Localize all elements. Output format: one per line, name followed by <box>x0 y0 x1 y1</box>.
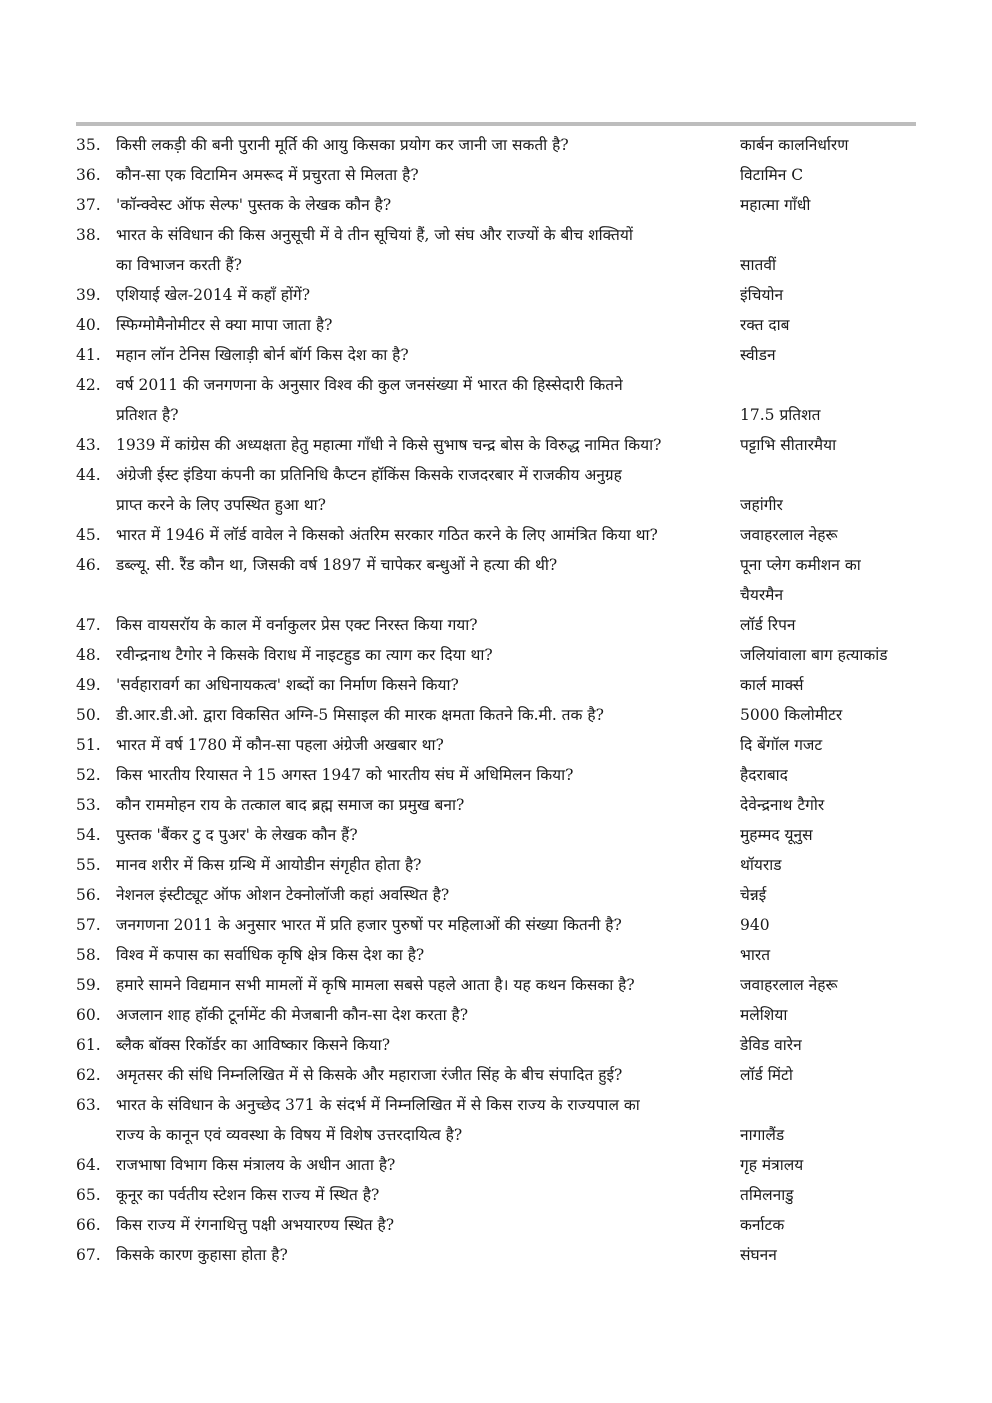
qa-row <box>76 160 916 190</box>
question-answer-list <box>76 130 916 1270</box>
answer-text <box>740 400 916 430</box>
question-number: 57. <box>76 916 101 934</box>
question-line: किस राज्य में रंगनाथित्तु पक्षी अभयारण्य स्थित है? <box>116 1216 395 1234</box>
answer-line: नागालैंड <box>740 1126 785 1144</box>
question-number: 64. <box>76 1156 101 1174</box>
qa-row <box>76 640 916 670</box>
question-line: 1939 में कांग्रेस की अध्यक्षता हेतु महात्मा गाँधी ने किसे सुभाष चन्द्र बोस के विरुद्ध नामित किया? <box>116 436 662 454</box>
question-number: 46. <box>76 556 101 574</box>
answer-line: गृह मंत्रालय <box>740 1156 804 1174</box>
answer-text <box>740 880 916 910</box>
qa-row <box>76 220 916 280</box>
question-number: 45. <box>76 526 101 544</box>
question-number: 44. <box>76 466 101 484</box>
qa-row <box>76 610 916 640</box>
question-line: हमारे सामने विद्यमान सभी मामलों में कृषि मामला सबसे पहले आता है। यह कथन किसका है? <box>116 976 635 994</box>
question-number: 65. <box>76 1186 101 1204</box>
qa-row <box>76 1150 916 1180</box>
question-text <box>116 610 740 640</box>
question-line: अंग्रेजी ईस्ट इंडिया कंपनी का प्रतिनिधि कैप्टन हॉकिंस किसके राजदरबार में राजकीय अनुग्रह <box>116 466 622 484</box>
question-number: 56. <box>76 886 101 904</box>
question-number: 55. <box>76 856 101 874</box>
answer-line: दि बेंगॉल गजट <box>740 736 823 754</box>
question-number: 42. <box>76 376 101 394</box>
question-number: 67. <box>76 1246 101 1264</box>
question-number: 54. <box>76 826 101 844</box>
answer-text <box>740 250 916 280</box>
answer-text <box>740 310 916 340</box>
question-number: 52. <box>76 766 101 784</box>
qa-row <box>76 700 916 730</box>
question-text <box>116 190 740 220</box>
question-number: 59. <box>76 976 101 994</box>
answer-line: जलियांवाला बाग हत्याकांड <box>740 646 888 664</box>
qa-row <box>76 880 916 910</box>
answer-text <box>740 850 916 880</box>
answer-text <box>740 730 916 760</box>
question-line: किसी लकड़ी की बनी पुरानी मूर्ति की आयु किसका प्रयोग कर जानी जा सकती है? <box>116 136 569 154</box>
answer-text <box>740 610 916 640</box>
answer-line: लॉर्ड मिंटो <box>740 1066 793 1084</box>
question-number: 36. <box>76 166 101 184</box>
qa-row <box>76 460 916 520</box>
question-number: 47. <box>76 616 101 634</box>
question-line: 'कॉन्क्वेस्ट ऑफ सेल्फ' पुस्तक के लेखक कौन है? <box>116 196 392 214</box>
question-text <box>116 1000 740 1030</box>
question-text <box>116 370 740 430</box>
answer-line: लॉर्ड रिपन <box>740 616 796 634</box>
question-text <box>116 700 740 730</box>
question-text <box>116 760 740 790</box>
qa-row <box>76 1030 916 1060</box>
qa-row <box>76 730 916 760</box>
answer-text <box>740 1240 916 1270</box>
qa-row <box>76 1180 916 1210</box>
question-number: 61. <box>76 1036 101 1054</box>
question-line: कौन राममोहन राय के तत्काल बाद ब्रह्म समाज का प्रमुख बना? <box>116 796 465 814</box>
qa-row <box>76 190 916 220</box>
answer-text <box>740 280 916 310</box>
question-text <box>116 1180 740 1210</box>
question-text <box>116 1150 740 1180</box>
question-text <box>116 1090 740 1150</box>
question-text <box>116 280 740 310</box>
question-line: ब्लैक बॉक्स रिकॉर्डर का आविष्कार किसने किया? <box>116 1036 391 1054</box>
question-line: डब्ल्यू. सी. रैंड कौन था, जिसकी वर्ष 1897 में चापेकर बन्धुओं ने हत्या की थी? <box>116 556 558 574</box>
answer-text <box>740 1120 916 1150</box>
qa-row <box>76 850 916 880</box>
question-line: किस भारतीय रियासत ने 15 अगस्त 1947 को भारतीय संघ में अधिमिलन किया? <box>116 766 574 784</box>
question-number: 58. <box>76 946 101 964</box>
qa-row <box>76 1060 916 1090</box>
question-line: कूनूर का पर्वतीय स्टेशन किस राज्य में स्थित है? <box>116 1186 380 1204</box>
question-text <box>116 880 740 910</box>
answer-line: डेविड वारेन <box>740 1036 802 1054</box>
question-line: प्रतिशत है? <box>116 406 179 424</box>
question-number: 49. <box>76 676 101 694</box>
question-line: भारत के संविधान की किस अनुसूची में वे तीन सूचियां हैं, जो संघ और राज्यों के बीच शक्तियों <box>116 226 633 244</box>
answer-line: थॉयराड <box>740 856 782 874</box>
question-text <box>116 640 740 670</box>
question-line: एशियाई खेल-2014 में कहाँ होंगें? <box>116 286 311 304</box>
answer-text <box>740 670 916 700</box>
question-number: 43. <box>76 436 101 454</box>
top-rule <box>76 122 916 126</box>
answer-line: जवाहरलाल नेहरू <box>740 976 838 994</box>
answer-text <box>740 1210 916 1240</box>
answer-text <box>740 910 916 940</box>
question-number: 40. <box>76 316 101 334</box>
answer-line: पट्टाभि सीतारमैया <box>740 436 837 454</box>
question-number: 66. <box>76 1216 101 1234</box>
qa-row <box>76 130 916 160</box>
question-line: भारत के संविधान के अनुच्छेद 371 के संदर्भ में निम्नलिखित में से किस राज्य के राज्यपाल का <box>116 1096 640 1114</box>
qa-row <box>76 340 916 370</box>
answer-line: भारत <box>740 946 771 964</box>
answer-line: तमिलनाडु <box>740 1186 794 1204</box>
question-text <box>116 1030 740 1060</box>
question-line: किसके कारण कुहासा होता है? <box>116 1246 288 1264</box>
qa-row <box>76 370 916 430</box>
question-text <box>116 790 740 820</box>
qa-row <box>76 970 916 1000</box>
answer-line: मुहम्मद यूनुस <box>740 826 813 844</box>
answer-text <box>740 130 916 160</box>
answer-line: जहांगीर <box>740 496 783 514</box>
answer-line: महात्मा गाँधी <box>740 196 811 214</box>
qa-row <box>76 940 916 970</box>
question-number: 51. <box>76 736 101 754</box>
question-text <box>116 220 740 280</box>
answer-line: कार्बन कालनिर्धारण <box>740 136 849 154</box>
question-line: विश्व में कपास का सर्वाधिक कृषि क्षेत्र किस देश का है? <box>116 946 425 964</box>
question-number: 41. <box>76 346 101 364</box>
question-number: 35. <box>76 136 101 154</box>
qa-row <box>76 760 916 790</box>
question-text <box>116 460 740 520</box>
question-text <box>116 160 740 190</box>
question-line: जनगणना 2011 के अनुसार भारत में प्रति हजार पुरुषों पर महिलाओं की संख्या कितनी है? <box>116 916 622 934</box>
question-line: भारत में 1946 में लॉर्ड वावेल ने किसको अंतरिम सरकार गठित करने के लिए आमंत्रित किया था? <box>116 526 658 544</box>
question-line: वर्ष 2011 की जनगणना के अनुसार विश्व की कुल जनसंख्या में भारत की हिस्सेदारी कितने <box>116 376 623 394</box>
answer-line: मलेशिया <box>740 1006 788 1024</box>
question-text <box>116 310 740 340</box>
question-text <box>116 520 740 550</box>
answer-text <box>740 1030 916 1060</box>
answer-line: देवेन्द्रनाथ टैगोर <box>740 796 825 814</box>
answer-line: 5000 किलोमीटर <box>740 706 843 724</box>
qa-row <box>76 910 916 940</box>
qa-row <box>76 1000 916 1030</box>
answer-text <box>740 550 916 610</box>
answer-text <box>740 940 916 970</box>
question-number: 38. <box>76 226 101 244</box>
answer-line: कार्ल मार्क्स <box>740 676 804 694</box>
question-line: रवीन्द्रनाथ टैगोर ने किसके विराध में नाइटहुड का त्याग कर दिया था? <box>116 646 493 664</box>
answer-text <box>740 970 916 1000</box>
answer-line: रक्त दाब <box>740 316 790 334</box>
qa-row <box>76 310 916 340</box>
question-line: कौन-सा एक विटामिन अमरूद में प्रचुरता से मिलता है? <box>116 166 419 184</box>
answer-text <box>740 190 916 220</box>
question-line: मानव शरीर में किस ग्रन्थि में आयोडीन संगृहीत होता है? <box>116 856 422 874</box>
answer-line: स्वीडन <box>740 346 776 364</box>
qa-row <box>76 280 916 310</box>
answer-line: चैयरमैन <box>740 586 784 604</box>
question-number: 63. <box>76 1096 101 1114</box>
question-line: का विभाजन करती हैं? <box>116 256 242 274</box>
qa-row <box>76 820 916 850</box>
question-number: 48. <box>76 646 101 664</box>
answer-text <box>740 1180 916 1210</box>
question-text <box>116 1210 740 1240</box>
question-line: 'सर्वहारावर्ग का अधिनायकत्व' शब्दों का निर्माण किसने किया? <box>116 676 459 694</box>
question-line: महान लॉन टेनिस खिलाड़ी बोर्न बॉर्ग किस देश का है? <box>116 346 409 364</box>
qa-row <box>76 1210 916 1240</box>
question-line: राजभाषा विभाग किस मंत्रालय के अधीन आता है? <box>116 1156 396 1174</box>
question-number: 53. <box>76 796 101 814</box>
question-text <box>116 430 740 460</box>
question-text <box>116 130 740 160</box>
question-text <box>116 340 740 370</box>
question-text <box>116 550 740 580</box>
question-text <box>116 1060 740 1090</box>
answer-text <box>740 520 916 550</box>
qa-row <box>76 790 916 820</box>
qa-row <box>76 670 916 700</box>
answer-text <box>740 1000 916 1030</box>
question-number: 60. <box>76 1006 101 1024</box>
question-text <box>116 820 740 850</box>
question-text <box>116 970 740 1000</box>
answer-text <box>740 790 916 820</box>
answer-line: संघनन <box>740 1246 777 1264</box>
question-line: भारत में वर्ष 1780 में कौन-सा पहला अंग्रेजी अखबार था? <box>116 736 444 754</box>
answer-line: कर्नाटक <box>740 1216 785 1234</box>
question-number: 62. <box>76 1066 101 1084</box>
answer-line: इंचियोन <box>740 286 784 304</box>
qa-row <box>76 1090 916 1150</box>
answer-text <box>740 1060 916 1090</box>
answer-text <box>740 430 916 460</box>
answer-line: सातवीं <box>740 256 776 274</box>
question-line: पुस्तक 'बैंकर टु द पुअर' के लेखक कौन हैं? <box>116 826 358 844</box>
answer-line: पूना प्लेग कमीशन का <box>740 556 861 574</box>
question-number: 39. <box>76 286 101 304</box>
qa-row <box>76 520 916 550</box>
answer-text <box>740 160 916 190</box>
answer-line: चेन्नई <box>740 886 767 904</box>
answer-text <box>740 700 916 730</box>
qa-row <box>76 430 916 460</box>
answer-line: जवाहरलाल नेहरू <box>740 526 838 544</box>
answer-line: 940 <box>740 916 770 934</box>
question-text <box>116 940 740 970</box>
answer-text <box>740 340 916 370</box>
answer-text <box>740 490 916 520</box>
question-text <box>116 910 740 940</box>
question-number: 37. <box>76 196 101 214</box>
answer-text <box>740 820 916 850</box>
question-text <box>116 730 740 760</box>
question-number: 50. <box>76 706 101 724</box>
question-text <box>116 670 740 700</box>
answer-line: 17.5 प्रतिशत <box>740 406 821 424</box>
answer-text <box>740 760 916 790</box>
question-line: अजलान शाह हॉकी टूर्नामेंट की मेजबानी कौन-सा देश करता है? <box>116 1006 469 1024</box>
qa-row <box>76 1240 916 1270</box>
question-text <box>116 850 740 880</box>
question-line: राज्य के कानून एवं व्यवस्था के विषय में विशेष उत्तरदायित्व है? <box>116 1126 463 1144</box>
answer-text <box>740 1150 916 1180</box>
qa-row <box>76 550 916 610</box>
question-line: अमृतसर की संधि निम्नलिखित में से किसके और महाराजा रंजीत सिंह के बीच संपादित हुई? <box>116 1066 623 1084</box>
question-line: नेशनल इंस्टीट्यूट ऑफ ओशन टेक्नोलॉजी कहां अवस्थित है? <box>116 886 450 904</box>
question-line: स्फिग्मोमैनोमीटर से क्या मापा जाता है? <box>116 316 333 334</box>
answer-line: हैदराबाद <box>740 766 788 784</box>
question-line: किस वायसरॉय के काल में वर्नाकुलर प्रेस एक्ट निरस्त किया गया? <box>116 616 478 634</box>
question-line: डी.आर.डी.ओ. द्वारा विकसित अग्नि-5 मिसाइल की मारक क्षमता कितने कि.मी. तक है? <box>116 706 604 724</box>
answer-line: विटामिन C <box>740 166 804 184</box>
question-text <box>116 1240 740 1270</box>
answer-text <box>740 640 916 670</box>
question-line: प्राप्त करने के लिए उपस्थित हुआ था? <box>116 496 326 514</box>
